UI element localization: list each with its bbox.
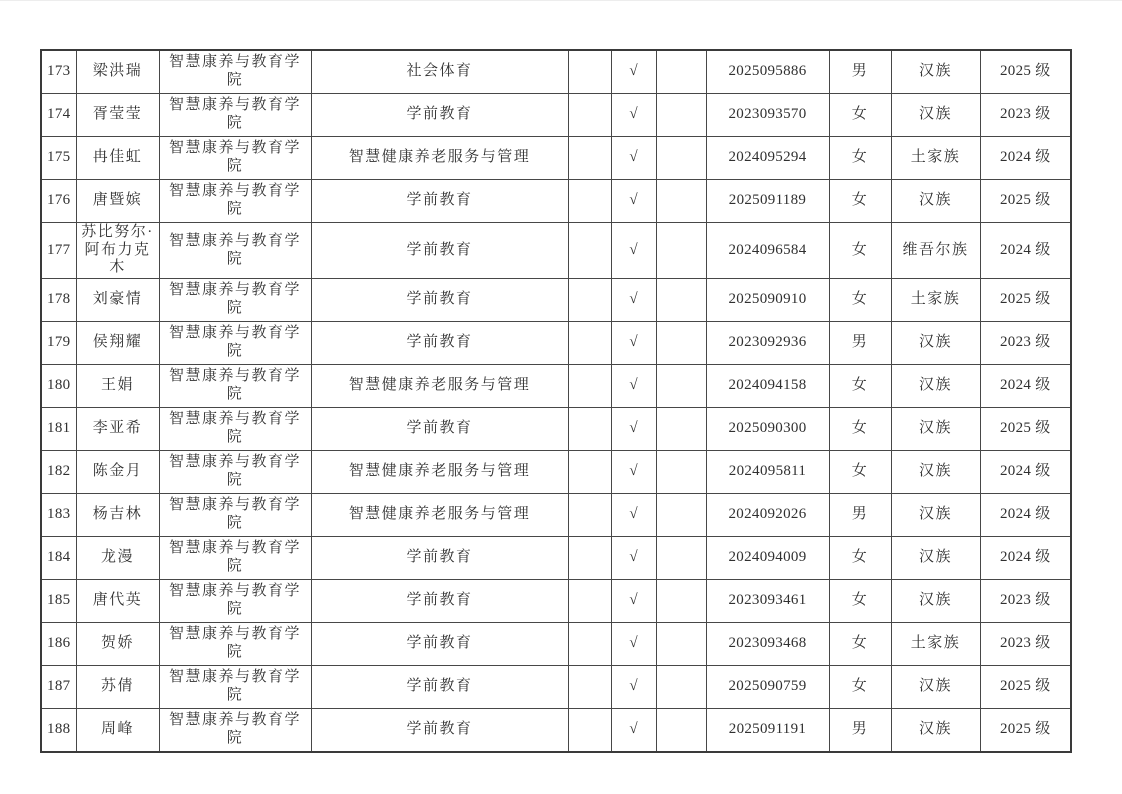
cell-college: 智慧康养与教育学院 (159, 279, 311, 322)
cell-gender: 女 (829, 365, 891, 408)
cell-check: √ (611, 537, 656, 580)
cell-name: 李亚希 (76, 408, 159, 451)
table-row (41, 365, 1071, 408)
cell-check: √ (611, 623, 656, 666)
cell-no: 187 (41, 666, 76, 709)
table-row (41, 279, 1071, 322)
cell-blank1 (568, 537, 611, 580)
cell-grade: 2024 级 (980, 537, 1071, 580)
cell-check: √ (611, 180, 656, 223)
cell-check: √ (611, 223, 656, 279)
cell-student_id: 2024095811 (706, 451, 829, 494)
cell-grade: 2025 级 (980, 709, 1071, 753)
cell-college: 智慧康养与教育学院 (159, 623, 311, 666)
cell-major: 学前教育 (311, 408, 568, 451)
table-row (41, 94, 1071, 137)
cell-student_id: 2023092936 (706, 322, 829, 365)
cell-check: √ (611, 494, 656, 537)
cell-grade: 2025 级 (980, 279, 1071, 322)
cell-blank2 (656, 322, 706, 365)
cell-ethnicity: 汉族 (891, 322, 980, 365)
cell-college: 智慧康养与教育学院 (159, 94, 311, 137)
cell-check: √ (611, 365, 656, 408)
table-row (41, 322, 1071, 365)
cell-name: 王娟 (76, 365, 159, 408)
cell-blank1 (568, 365, 611, 408)
cell-college: 智慧康养与教育学院 (159, 408, 311, 451)
cell-ethnicity: 汉族 (891, 494, 980, 537)
cell-grade: 2023 级 (980, 580, 1071, 623)
cell-major: 智慧健康养老服务与管理 (311, 451, 568, 494)
cell-check: √ (611, 137, 656, 180)
cell-ethnicity: 土家族 (891, 623, 980, 666)
cell-college: 智慧康养与教育学院 (159, 322, 311, 365)
cell-gender: 女 (829, 94, 891, 137)
cell-ethnicity: 汉族 (891, 50, 980, 94)
cell-major: 社会体育 (311, 50, 568, 94)
cell-blank2 (656, 494, 706, 537)
cell-blank1 (568, 494, 611, 537)
cell-grade: 2024 级 (980, 223, 1071, 279)
cell-blank1 (568, 223, 611, 279)
cell-blank2 (656, 180, 706, 223)
cell-no: 173 (41, 50, 76, 94)
cell-gender: 女 (829, 666, 891, 709)
cell-blank2 (656, 94, 706, 137)
cell-no: 178 (41, 279, 76, 322)
cell-college: 智慧康养与教育学院 (159, 223, 311, 279)
cell-grade: 2025 级 (980, 180, 1071, 223)
cell-grade: 2023 级 (980, 623, 1071, 666)
cell-ethnicity: 汉族 (891, 408, 980, 451)
cell-blank2 (656, 279, 706, 322)
cell-blank2 (656, 408, 706, 451)
cell-blank2 (656, 666, 706, 709)
cell-no: 180 (41, 365, 76, 408)
cell-blank2 (656, 365, 706, 408)
cell-ethnicity: 土家族 (891, 137, 980, 180)
cell-no: 182 (41, 451, 76, 494)
cell-major: 学前教育 (311, 94, 568, 137)
cell-gender: 女 (829, 408, 891, 451)
cell-check: √ (611, 666, 656, 709)
cell-blank1 (568, 408, 611, 451)
cell-name: 苏比努尔·阿布力克木 (76, 223, 159, 279)
cell-blank1 (568, 279, 611, 322)
cell-student_id: 2024094009 (706, 537, 829, 580)
cell-blank2 (656, 709, 706, 753)
cell-student_id: 2023093570 (706, 94, 829, 137)
cell-no: 179 (41, 322, 76, 365)
cell-ethnicity: 土家族 (891, 279, 980, 322)
table-row (41, 408, 1071, 451)
cell-blank1 (568, 451, 611, 494)
cell-ethnicity: 汉族 (891, 709, 980, 753)
cell-major: 学前教育 (311, 580, 568, 623)
cell-student_id: 2025091189 (706, 180, 829, 223)
cell-blank1 (568, 180, 611, 223)
cell-student_id: 2025091191 (706, 709, 829, 753)
cell-blank2 (656, 137, 706, 180)
roster-table-body (41, 50, 1071, 752)
cell-gender: 男 (829, 322, 891, 365)
cell-college: 智慧康养与教育学院 (159, 50, 311, 94)
cell-blank1 (568, 137, 611, 180)
table-row (41, 223, 1071, 279)
cell-major: 学前教育 (311, 279, 568, 322)
cell-major: 学前教育 (311, 709, 568, 753)
table-row (41, 709, 1071, 753)
cell-name: 冉佳虹 (76, 137, 159, 180)
cell-no: 174 (41, 94, 76, 137)
table-row (41, 537, 1071, 580)
cell-blank1 (568, 580, 611, 623)
cell-blank2 (656, 623, 706, 666)
cell-name: 贺娇 (76, 623, 159, 666)
cell-check: √ (611, 709, 656, 753)
cell-grade: 2023 级 (980, 322, 1071, 365)
cell-blank1 (568, 50, 611, 94)
cell-name: 苏倩 (76, 666, 159, 709)
cell-college: 智慧康养与教育学院 (159, 180, 311, 223)
cell-no: 184 (41, 537, 76, 580)
cell-college: 智慧康养与教育学院 (159, 709, 311, 753)
cell-student_id: 2024096584 (706, 223, 829, 279)
cell-major: 智慧健康养老服务与管理 (311, 137, 568, 180)
table-row (41, 180, 1071, 223)
cell-major: 智慧健康养老服务与管理 (311, 494, 568, 537)
cell-ethnicity: 汉族 (891, 537, 980, 580)
cell-no: 188 (41, 709, 76, 753)
cell-no: 176 (41, 180, 76, 223)
student-roster-table (40, 49, 1072, 753)
cell-name: 杨吉林 (76, 494, 159, 537)
table-row (41, 137, 1071, 180)
cell-ethnicity: 汉族 (891, 180, 980, 223)
cell-major: 学前教育 (311, 537, 568, 580)
table-row (41, 50, 1071, 94)
cell-ethnicity: 汉族 (891, 451, 980, 494)
cell-grade: 2024 级 (980, 137, 1071, 180)
cell-no: 181 (41, 408, 76, 451)
cell-grade: 2025 级 (980, 666, 1071, 709)
cell-gender: 女 (829, 537, 891, 580)
table-row (41, 494, 1071, 537)
cell-gender: 女 (829, 623, 891, 666)
cell-name: 龙漫 (76, 537, 159, 580)
cell-check: √ (611, 408, 656, 451)
cell-college: 智慧康养与教育学院 (159, 494, 311, 537)
cell-ethnicity: 汉族 (891, 666, 980, 709)
cell-blank1 (568, 322, 611, 365)
cell-check: √ (611, 322, 656, 365)
cell-ethnicity: 汉族 (891, 94, 980, 137)
cell-gender: 女 (829, 279, 891, 322)
cell-ethnicity: 汉族 (891, 580, 980, 623)
cell-student_id: 2023093468 (706, 623, 829, 666)
cell-grade: 2024 级 (980, 451, 1071, 494)
cell-student_id: 2025090910 (706, 279, 829, 322)
cell-no: 185 (41, 580, 76, 623)
cell-college: 智慧康养与教育学院 (159, 365, 311, 408)
table-row (41, 451, 1071, 494)
cell-gender: 男 (829, 50, 891, 94)
cell-name: 刘豪情 (76, 279, 159, 322)
cell-name: 陈金月 (76, 451, 159, 494)
cell-gender: 男 (829, 494, 891, 537)
cell-major: 学前教育 (311, 322, 568, 365)
cell-blank1 (568, 94, 611, 137)
cell-name: 周峰 (76, 709, 159, 753)
cell-name: 侯翔耀 (76, 322, 159, 365)
cell-name: 胥莹莹 (76, 94, 159, 137)
cell-name: 唐代英 (76, 580, 159, 623)
cell-grade: 2024 级 (980, 365, 1071, 408)
cell-student_id: 2023093461 (706, 580, 829, 623)
cell-college: 智慧康养与教育学院 (159, 537, 311, 580)
cell-check: √ (611, 279, 656, 322)
cell-gender: 男 (829, 709, 891, 753)
cell-major: 学前教育 (311, 180, 568, 223)
cell-student_id: 2024095294 (706, 137, 829, 180)
cell-no: 186 (41, 623, 76, 666)
cell-blank2 (656, 580, 706, 623)
cell-check: √ (611, 451, 656, 494)
cell-student_id: 2024094158 (706, 365, 829, 408)
cell-major: 学前教育 (311, 666, 568, 709)
cell-check: √ (611, 94, 656, 137)
cell-gender: 女 (829, 137, 891, 180)
cell-no: 183 (41, 494, 76, 537)
table-row (41, 580, 1071, 623)
cell-name: 梁洪瑞 (76, 50, 159, 94)
cell-blank2 (656, 451, 706, 494)
cell-student_id: 2025090300 (706, 408, 829, 451)
cell-gender: 女 (829, 180, 891, 223)
cell-college: 智慧康养与教育学院 (159, 451, 311, 494)
cell-check: √ (611, 580, 656, 623)
cell-check: √ (611, 50, 656, 94)
cell-ethnicity: 汉族 (891, 365, 980, 408)
cell-major: 智慧健康养老服务与管理 (311, 365, 568, 408)
cell-grade: 2024 级 (980, 494, 1071, 537)
cell-blank1 (568, 666, 611, 709)
cell-ethnicity: 维吾尔族 (891, 223, 980, 279)
cell-blank2 (656, 537, 706, 580)
table-row (41, 623, 1071, 666)
cell-no: 175 (41, 137, 76, 180)
cell-college: 智慧康养与教育学院 (159, 137, 311, 180)
cell-major: 学前教育 (311, 223, 568, 279)
cell-college: 智慧康养与教育学院 (159, 580, 311, 623)
cell-no: 177 (41, 223, 76, 279)
cell-grade: 2025 级 (980, 50, 1071, 94)
cell-blank1 (568, 623, 611, 666)
cell-gender: 女 (829, 580, 891, 623)
cell-student_id: 2024092026 (706, 494, 829, 537)
cell-gender: 女 (829, 451, 891, 494)
cell-blank2 (656, 50, 706, 94)
cell-name: 唐暨嫔 (76, 180, 159, 223)
cell-student_id: 2025095886 (706, 50, 829, 94)
cell-college: 智慧康养与教育学院 (159, 666, 311, 709)
table-row (41, 666, 1071, 709)
cell-blank1 (568, 709, 611, 753)
cell-grade: 2025 级 (980, 408, 1071, 451)
cell-major: 学前教育 (311, 623, 568, 666)
cell-student_id: 2025090759 (706, 666, 829, 709)
cell-blank2 (656, 223, 706, 279)
cell-grade: 2023 级 (980, 94, 1071, 137)
cell-gender: 女 (829, 223, 891, 279)
